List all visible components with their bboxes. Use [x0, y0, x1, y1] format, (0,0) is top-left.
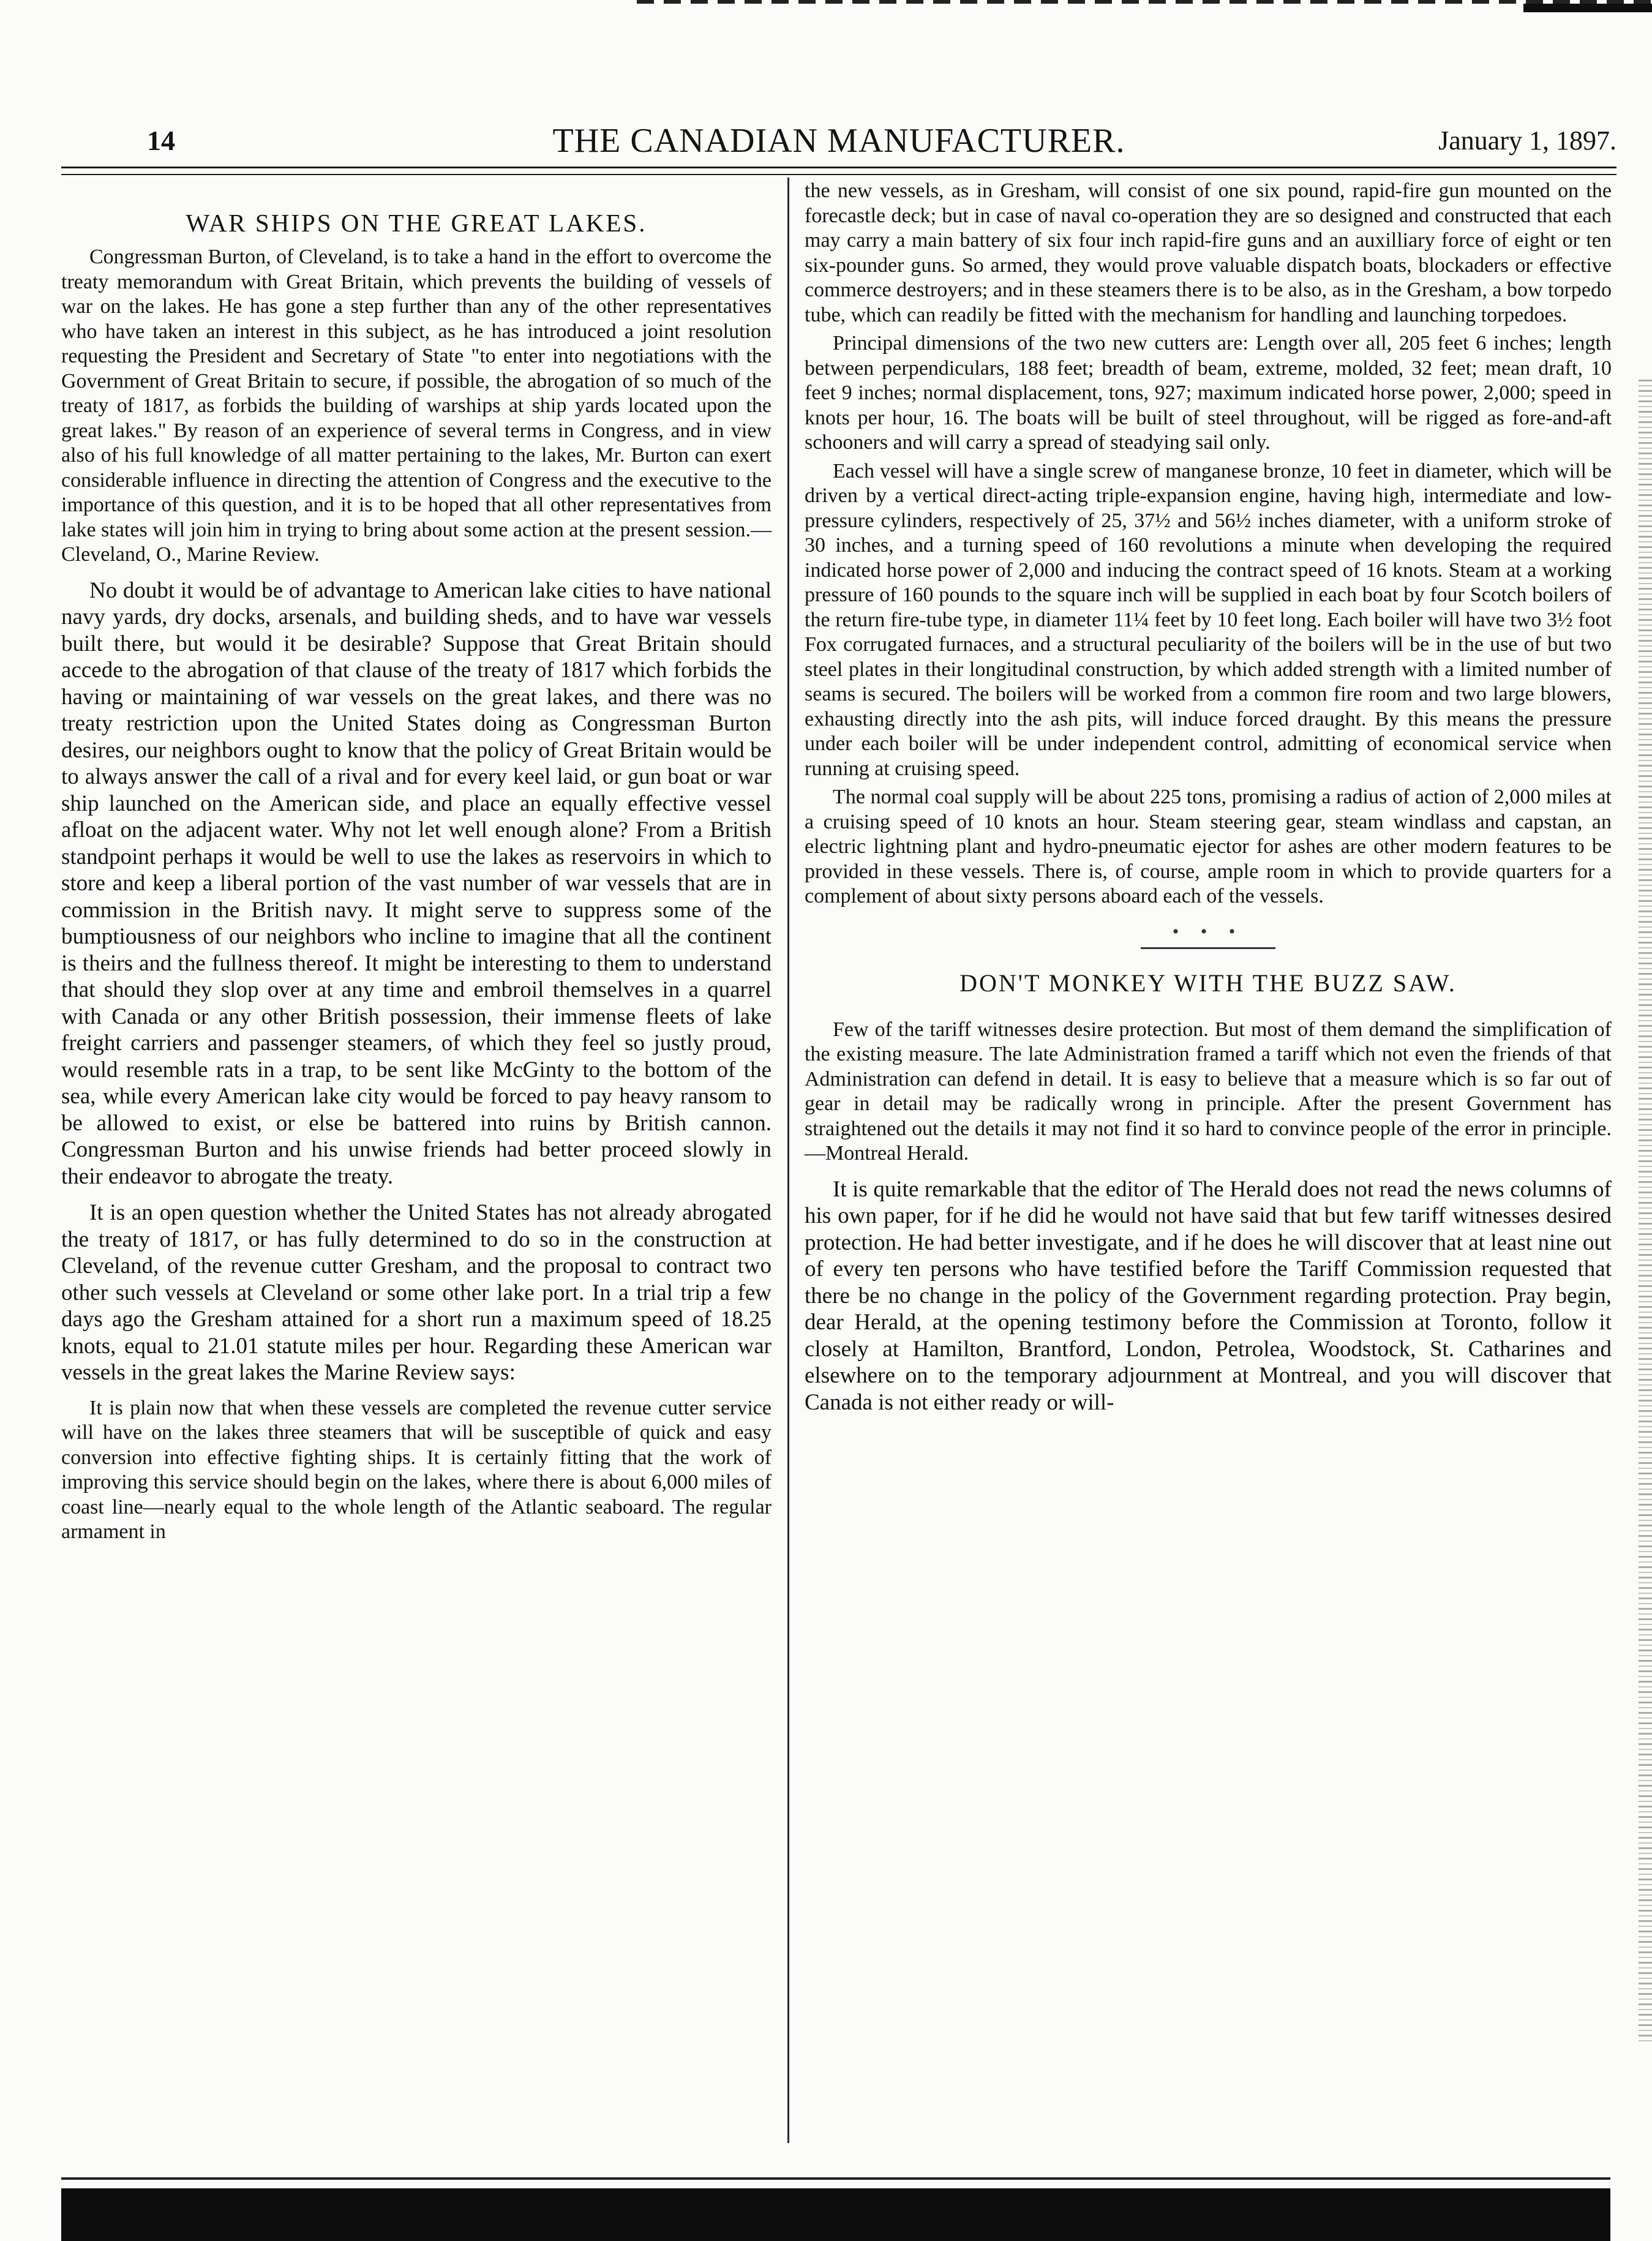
- article-paragraph: It is quite remarkable that the editor of The Herald does not read the news columns of his own paper, for if he did he would not have said that but few tariff witnesses desired protection. He had better investigate, and if he does he will discover that at least nine out of every ten persons who have testified before the Tariff Commission requested that there be no change in the policy of the Government regarding protection. Pray begin, dear Herald, at the opening testimony before the Commission at Toronto, follow it closely at Hamilton, Brantford, London, Petrolea, Woodstock, St. Catharines and elsewhere on to the temporary adjournment at Montreal, and you will discover that Canada is not either ready or will-: [805, 1176, 1612, 1415]
- article-paragraph: It is an open question whether the United States has not already abrogated the treaty of 1817, or has fully determined to do so in the construction at Cleveland, of the revenue cutter Gresham, and the proposal to contract two other such vessels at Cleveland or some other lake port. In a trial trip a few days ago the Gresham attained for a short run a maximum speed of 18.25 knots, equal to 21.01 statute miles per hour. Regarding these American war vessels in the great lakes the Marine Review says:: [61, 1200, 772, 1385]
- left-column: [61, 179, 772, 1545]
- page-number: 14: [147, 125, 175, 156]
- right-column: [805, 179, 1612, 1416]
- article-paragraph: Congressman Burton, of Cleveland, is to take a hand in the effort to overcome the treaty memorandum with Great Britain, which prevents the building of vessels of war on the lakes. He has gone a step further than any of the other representatives who have taken an interest in this subject, as he has introduced a joint resolution requesting the President and Secretary of State "to enter into negotiations with the Government of Great Britain to secure, if possible, the abrogation of so much of the treaty of 1817, as forbids the building of warships at ship yards located upon the great lakes." By reason of an experience of several terms in Congress, and in view also of his full knowledge of all matter pertaining to the lakes, Mr. Burton can exert considerable influence in directing the attention of Congress and the executive to the importance of this question, and it is to be hoped that all other representatives from lake states will join him in trying to bring about some action at the present session.—Cleveland, O., Marine Review.: [61, 246, 772, 566]
- bottom-black-bar: [61, 2188, 1610, 2241]
- journal-title: THE CANADIAN MANUFACTURER.: [552, 122, 1125, 160]
- bottom-rule: [61, 2177, 1610, 2180]
- top-dashed-rule: [637, 0, 1652, 4]
- issue-date: January 1, 1897.: [1438, 126, 1616, 156]
- article-paragraph: The normal coal supply will be about 225 tons, promising a radius of action of 2,000 miles at a cruising speed of 10 knots an hour. Steam steering gear, steam windlass and capstan, an electric lightning plant and hydro-pneumatic ejector for ashes are other modern features to be provided in these vessels. There is, of course, ample room in which to provide quarters for a complement of about sixty persons aboard each of the vessels.: [805, 786, 1612, 907]
- article-title-buzz-saw: DON'T MONKEY WITH THE BUZZ SAW.: [959, 969, 1457, 997]
- article-paragraph: It is plain now that when these vessels are completed the revenue cutter service will have on the lakes three steamers that will be susceptible of quick and easy conversion into effective fighting ships. It is certainly fitting that the work of improving this service should begin on the lakes, where there is about 6,000 miles of coast line—nearly equal to the whole length of the Atlantic seaboard. The regular armament in: [61, 1396, 772, 1543]
- column-divider: [787, 178, 789, 2143]
- article-paragraph: No doubt it would be of advantage to American lake cities to have national navy yards, dry docks, arsenals, and building sheds, and to have war vessels built there, but would it be desirable? Suppose that Great Britain should accede to the abrogation of that clause of the treaty of 1817 which forbids the having or maintaining of war vessels on the great lakes, and there was no treaty restriction upon the United States doing as Congressman Burton desires, our neighbors ought to know that the policy of Great Britain would be to always answer the call of a rival and for every keel laid, or gun boat or war ship launched on the American side, and place an equally effective vessel afloat on the adjacent water. Why not let well enough alone? From a British standpoint perhaps it would be well to use the lakes as reservoirs in which to store and keep a liberal portion of the vast number of war vessels that are in commission in the British navy. It might serve to suppress some of the bumptiousness of our neighbors who incline to imagine that all the continent is theirs and the fullness thereof. It might be interesting to them to understand that should they slop over at any time and embroil themselves in a quarrel with Canada or any other British possession, their immense fleets of lake freight carriers and passenger steamers, of which they feel so justly proud, would resemble rats in a trap, to be sent like McGinty to the bottom of the sea, while every American lake city would be forced to pay heavy ransom to be allowed to exist, or else be battered into ruins by British cannon. Congressman Burton and his unwise friends had better proceed slowly in their endeavor to abrogate the treaty.: [61, 577, 772, 1189]
- header-double-rule: [61, 167, 1616, 175]
- section-divider: • • •: [1172, 921, 1244, 942]
- top-edge-scan-rule: [0, 0, 1652, 11]
- masthead: [61, 116, 1616, 165]
- article-paragraph: Principal dimensions of the two new cutters are: Length over all, 205 feet 6 inches; length between perpendiculars, 188 feet; breadth of beam, extreme, molded, 32 feet; mean draft, 10 feet 9 inches; normal displacement, tons, 927; maximum indicated horse power, 2,000; speed in knots per hour, 16. The boats will be built of steel throughout, will be rigged as fore-and-aft schooners and will carry a spread of steadying sail only.: [805, 332, 1612, 454]
- right-edge-scan-noise: [1639, 380, 1652, 2045]
- article-title-war-ships: WAR SHIPS ON THE GREAT LAKES.: [186, 209, 647, 237]
- article-paragraph: Few of the tariff witnesses desire protection. But most of them demand the simplification of the existing measure. The late Administration framed a tariff which not even the friends of that Administration can defend in detail. It is easy to believe that a measure which is so far out of gear in detail may be radically wrong in principle. After the present Government has straightened out the details it may not find it so hard to convince people of the error in principle.—Montreal Herald.: [805, 1018, 1612, 1165]
- article-paragraph: the new vessels, as in Gresham, will consist of one six pound, rapid-fire gun mounted on the forecastle deck; but in case of naval co-operation they are so designed and constructed that each may carry a main battery of six four inch rapid-fire guns and an auxilliary force of eight or ten six-pounder guns. So armed, they would prove valuable dispatch boats, blockaders or effective commerce destroyers; and in these steamers there is to be also, as in the Gresham, a bow torpedo tube, which can readily be fitted with the mechanism for handling and launching torpedoes.: [805, 179, 1612, 326]
- top-black-bar: [1523, 4, 1652, 12]
- article-paragraph: Each vessel will have a single screw of manganese bronze, 10 feet in diameter, which will be driven by a vertical direct-acting triple-expansion engine, having high, intermediate and low-pressure cylinders, respectively of 25, 37½ and 56½ inches diameter, with a uniform stroke of 30 inches, and a turning speed of 160 revolutions a minute when developing the required indicated horse power of 2,000 and inducing the contract speed of 16 knots. Steam at a working pressure of 160 pounds to the square inch will be supplied in each boat by four Scotch boilers of the return fire-tube type, in diameter 11¼ feet by 10 feet long. Each boiler will have two 3½ foot Fox corrugated furnaces, and a structural peculiarity of the boilers will be in the use of but two steel plates in their longitudinal construction, by which added strength with a limited number of seams is secured. The boilers will be worked from a common fire room and two large blowers, exhausting directly into the ash pits, will induce forced draught. By this means the pressure under each boiler will be under independent control, admitting of economical service when running at cruising speed.: [805, 459, 1612, 780]
